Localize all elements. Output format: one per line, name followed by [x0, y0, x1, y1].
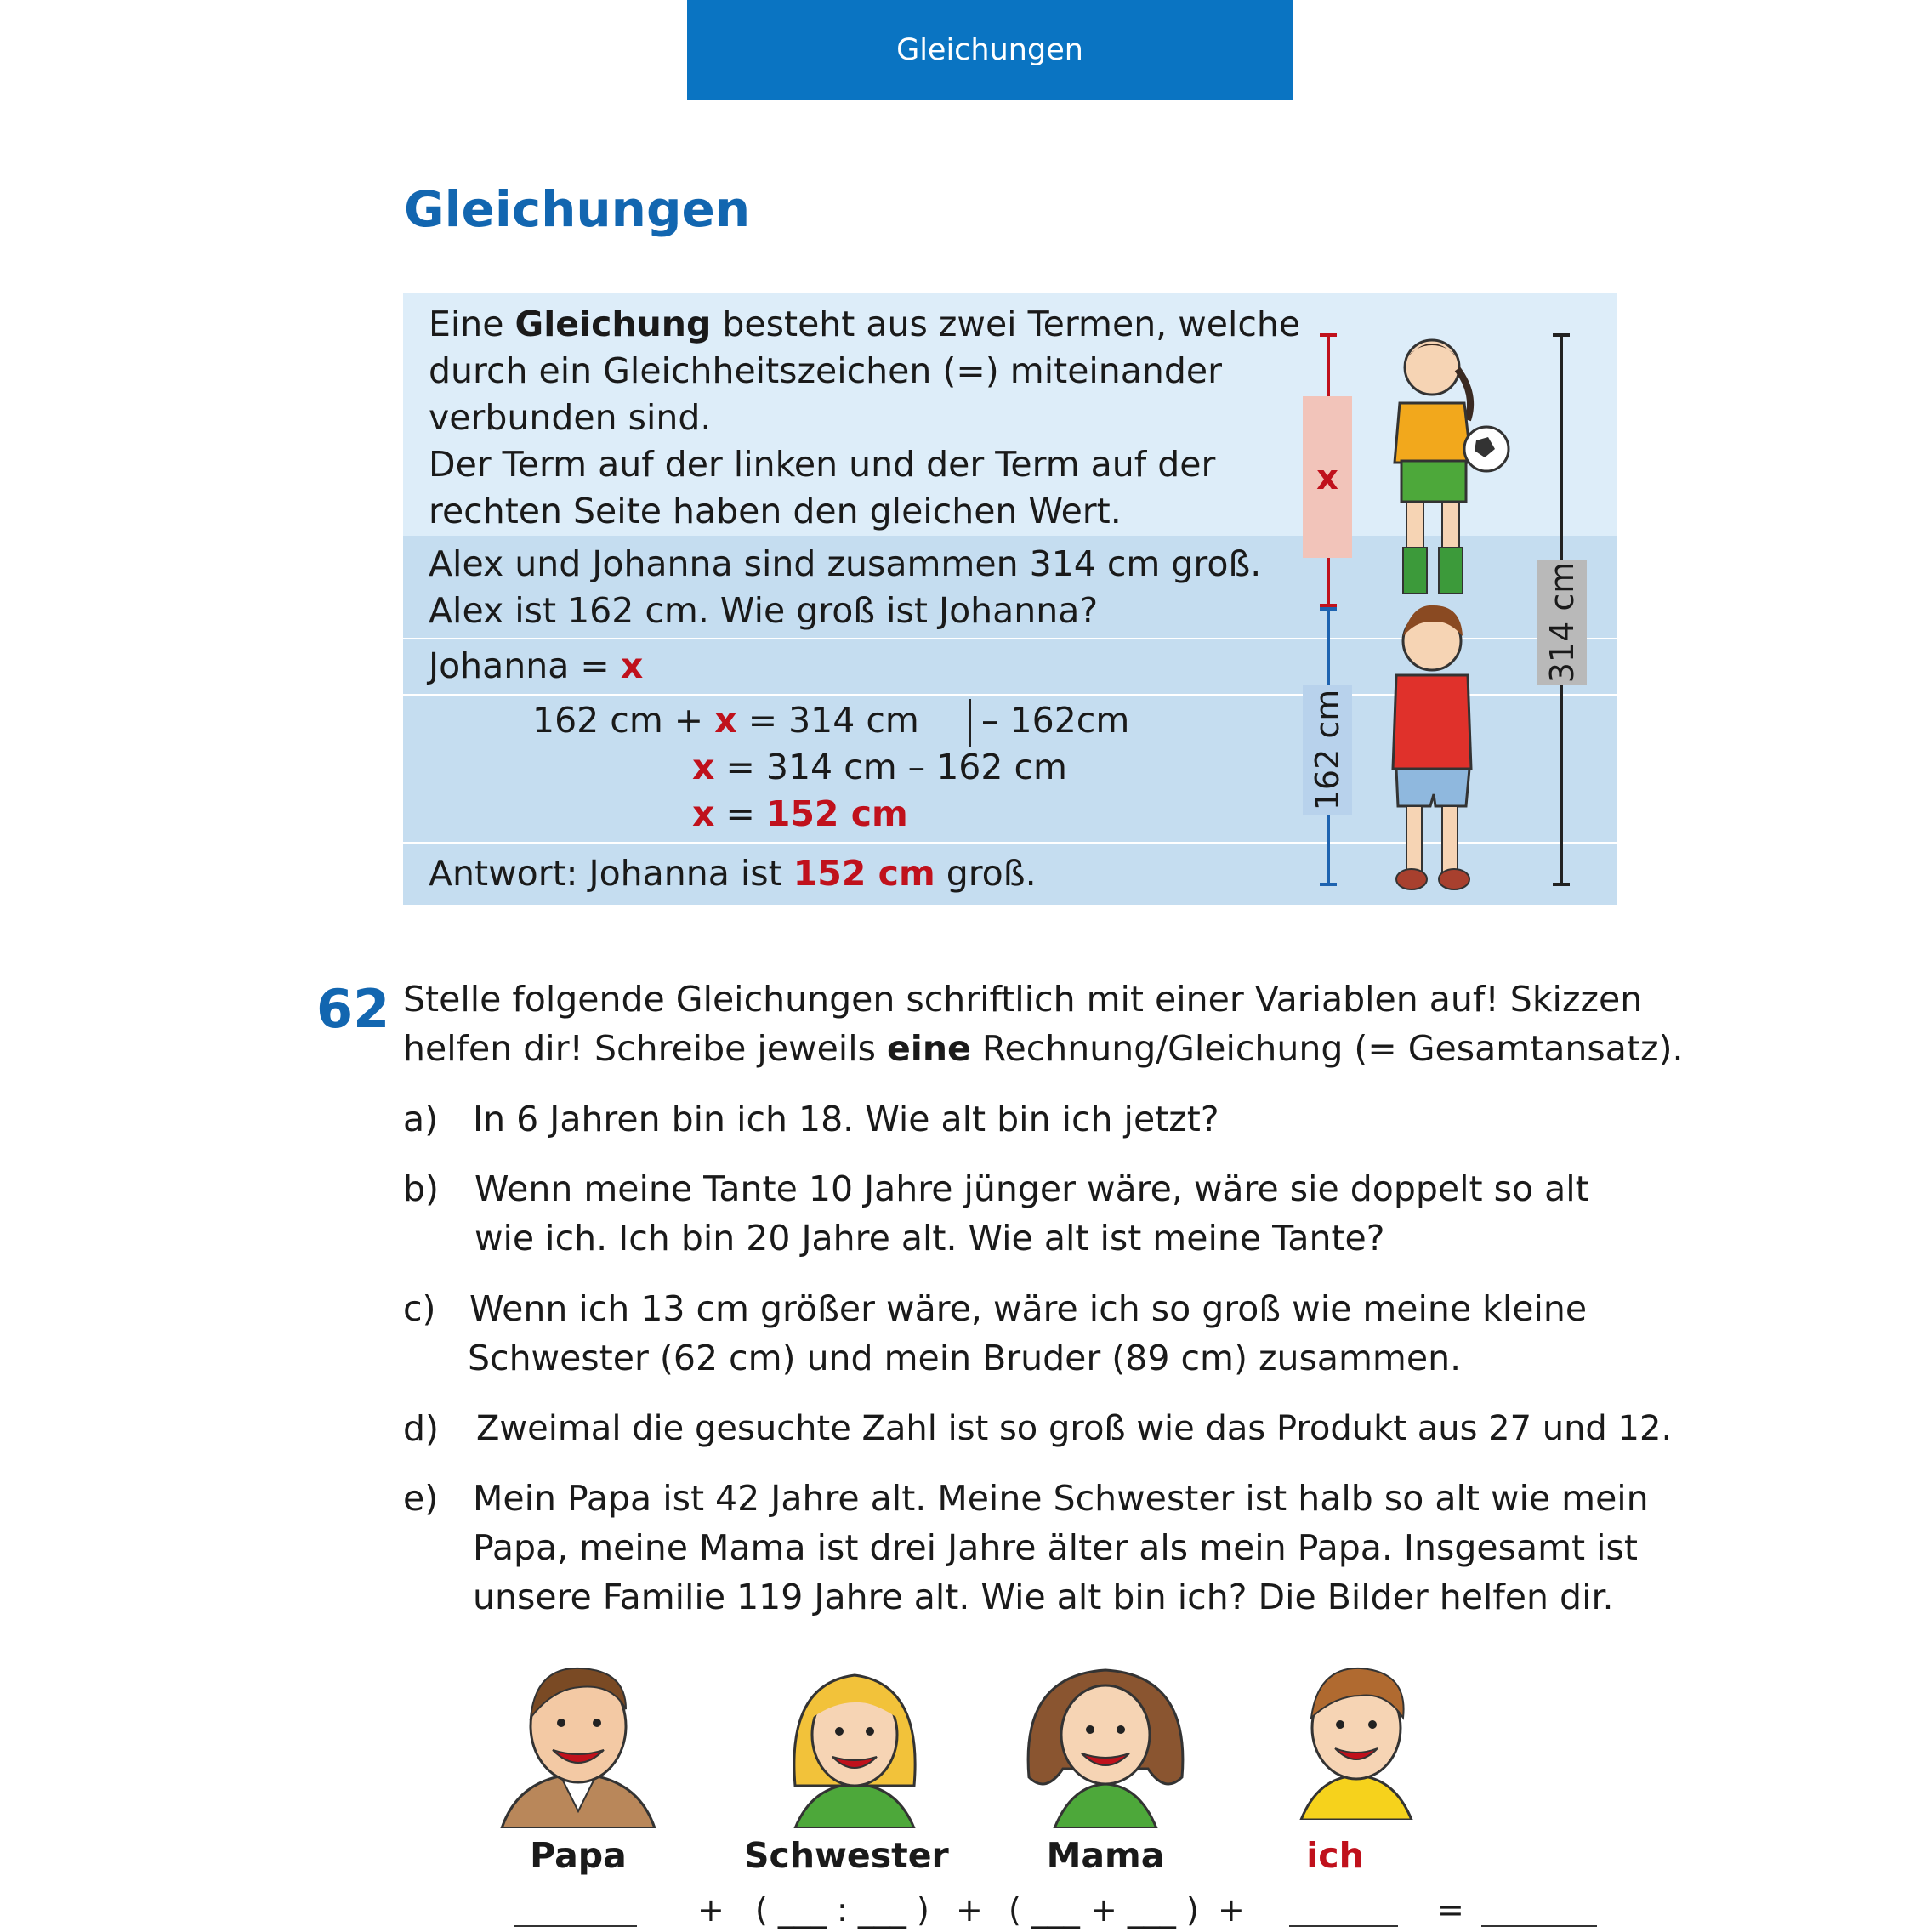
- eq-equals: =: [1437, 1891, 1464, 1929]
- label-papa: Papa: [530, 1835, 627, 1876]
- calc-row-1-operation: – 162cm: [981, 700, 1130, 741]
- definition-line-1: Eine Gleichung besteht aus zwei Termen, welche: [429, 304, 1301, 344]
- answer-blank-total[interactable]: [1481, 1925, 1597, 1927]
- exercise-intro-line-2: helfen dir! Schreibe jeweils eine Rechnung/Gleichung (= Gesamtansatz).: [403, 1028, 1684, 1069]
- item-e-line-1: Mein Papa ist 42 Jahre alt. Meine Schwester ist halb so alt wie mein: [473, 1478, 1649, 1519]
- definition-line-3: verbunden sind.: [429, 397, 712, 438]
- eq-paren-1: ( ___ : ___ ): [755, 1891, 929, 1929]
- item-b-line-1: Wenn meine Tante 10 Jahre jünger wäre, wäre sie doppelt so alt: [474, 1168, 1589, 1209]
- eq-plus-1: +: [697, 1891, 724, 1929]
- alex-figure: [1393, 605, 1471, 889]
- calc-row-1: 162 cm + x = 314 cm: [532, 700, 919, 741]
- item-a-line-1: In 6 Jahren bin ich 18. Wie alt bin ich jetzt?: [473, 1099, 1219, 1139]
- item-e-line-3: unsere Familie 119 Jahre alt. Wie alt bin ich? Die Bilder helfen dir.: [473, 1577, 1614, 1617]
- mama-portrait: [1012, 1650, 1199, 1828]
- definition-line-5: rechten Seite haben den gleichen Wert.: [429, 491, 1122, 531]
- answer-blank-ich[interactable]: [1289, 1925, 1398, 1927]
- item-c-line-1: Wenn ich 13 cm größer wäre, wäre ich so groß wie meine kleine: [469, 1288, 1588, 1329]
- eq-paren-2: ( ___ + ___ ): [1009, 1891, 1199, 1929]
- task-line-1: Alex und Johanna sind zusammen 314 cm groß.: [429, 543, 1262, 584]
- label-mama: Mama: [1046, 1835, 1165, 1876]
- header-tab-label: Gleichungen: [896, 33, 1083, 67]
- exercise-number: 62: [316, 978, 390, 1040]
- definition-line-2: durch ein Gleichheitszeichen (=) miteinander: [429, 350, 1223, 391]
- page-title: Gleichungen: [404, 180, 751, 238]
- calc-row-2: x = 314 cm – 162 cm: [692, 747, 1067, 787]
- exercise-intro-line-1: Stelle folgende Gleichungen schriftlich mit einer Variablen auf! Skizzen: [403, 979, 1643, 1020]
- label-ich: ich: [1306, 1835, 1364, 1876]
- eq-plus-2: +: [956, 1891, 983, 1929]
- x-label: x: [1316, 458, 1338, 497]
- item-a-letter: a): [403, 1099, 439, 1139]
- label-schwester: Schwester: [744, 1835, 949, 1876]
- item-e-letter: e): [403, 1478, 439, 1519]
- alex-height-label: 162 cm: [1309, 689, 1346, 811]
- item-e-line-2: Papa, meine Mama ist drei Jahre älter als mein Papa. Insgesamt ist: [473, 1527, 1638, 1568]
- task-line-2: Alex ist 162 cm. Wie groß ist Johanna?: [429, 590, 1099, 631]
- ich-portrait: [1276, 1650, 1437, 1820]
- variable-definition: Johanna = x: [429, 645, 644, 686]
- info-box: [403, 293, 1617, 905]
- item-c-line-2: Schwester (62 cm) und mein Bruder (89 cm) zusammen.: [468, 1338, 1462, 1378]
- papa-portrait: [485, 1650, 672, 1828]
- item-b-line-2: wie ich. Ich bin 20 Jahre alt. Wie alt ist meine Tante?: [474, 1218, 1385, 1259]
- eq-plus-3: +: [1218, 1891, 1245, 1929]
- johanna-figure: [1395, 340, 1509, 594]
- item-d-letter: d): [403, 1408, 440, 1449]
- item-c-letter: c): [403, 1288, 436, 1329]
- total-height-label: 314 cm: [1543, 561, 1581, 684]
- header-tab: [687, 0, 1293, 100]
- answer-blank-papa[interactable]: [514, 1925, 637, 1927]
- item-d-line-1: Zweimal die gesuchte Zahl ist so groß wie das Produkt aus 27 und 12.: [476, 1409, 1673, 1448]
- answer-text: Antwort: Johanna ist 152 cm groß.: [429, 853, 1037, 894]
- height-diagram: [403, 293, 1617, 905]
- schwester-portrait: [770, 1650, 940, 1828]
- calc-row-3: x = 152 cm: [692, 793, 908, 834]
- item-b-letter: b): [403, 1168, 440, 1209]
- definition-line-4: Der Term auf der linken und der Term auf der: [429, 444, 1216, 485]
